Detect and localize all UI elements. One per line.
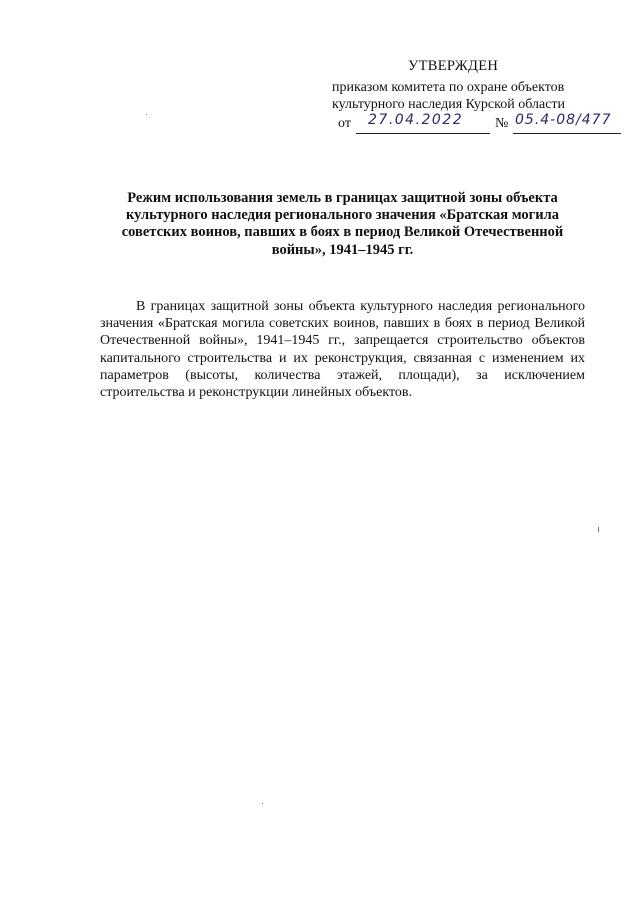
document-body: В границах защитной зоны объекта культурного наследия регионального значения «Братская могила советских воинов, павших в боях в период Великой Отечественной войны», 1941–1945 гг., запрещается строительство объектов капитального строительства и их реконструкция, связанная с изменением их параметров (высоты, количества этажей, площади), за исключением строительства и реконструкции линейных объектов. — [100, 299, 585, 401]
approval-title: УТВЕРЖДЕН — [408, 58, 499, 74]
order-number-label: № — [495, 116, 509, 131]
order-number: 05.4-08/477 — [515, 112, 612, 128]
scan-speck — [598, 527, 599, 532]
order-date-field — [356, 112, 490, 134]
order-details — [338, 112, 638, 136]
order-date-label: от — [338, 116, 351, 131]
order-number-field — [513, 112, 621, 134]
approval-line-1: приказом комитета по охране объектов — [332, 80, 565, 95]
document-title: Режим использования земель в границах защитной зоны объекта культурного наследия регионального значения «Братская могила советских воинов, павших в боях в период Великой Отечественной войны», 1941–1945 гг. — [121, 190, 564, 258]
approval-line-2: культурного наследия Курской области — [332, 97, 566, 112]
order-date: 27.04.2022 — [368, 112, 464, 128]
scan-speck — [146, 114, 147, 115]
scan-speck — [262, 803, 263, 804]
